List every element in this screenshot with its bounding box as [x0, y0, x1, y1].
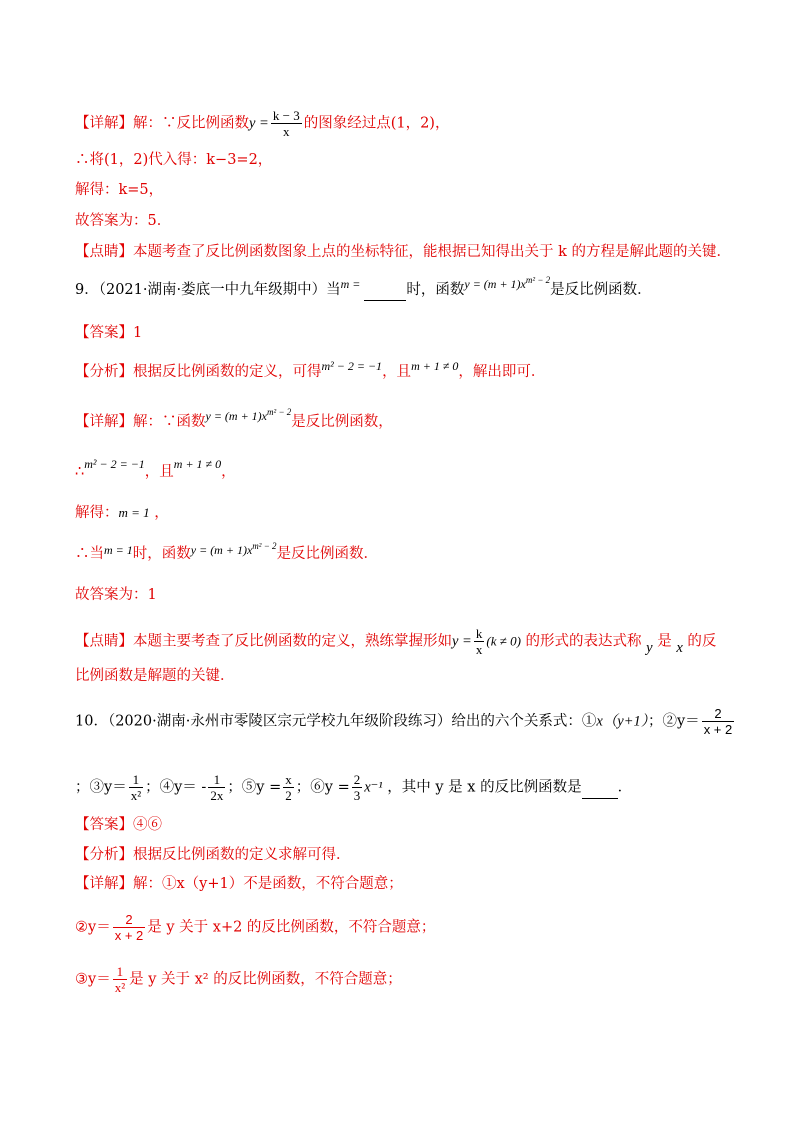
q10-detail1: 【详解】解：①x（y+1）不是函数，不符合题意； — [75, 876, 403, 892]
q10-answer-blank — [582, 778, 618, 799]
prev-step2: 解得：k=5， — [75, 182, 164, 198]
q9-comment-line2: 比例函数是解题的关键． — [75, 668, 235, 684]
q9-solve: 解得：m = 1 ， — [75, 505, 169, 521]
prev-detail-prefix: 【详解】解：∵反比例函数 — [75, 115, 249, 132]
q9-stem: 9．（2021·湖南·娄底一中九年级期中）当$^{m =}$ 时，函数$^{y = (m + 1)x^{m^2 - 2}}$是反比例函数． — [75, 280, 652, 301]
q9-source: （2021·湖南·娄底一中九年级期中）当 — [98, 282, 341, 298]
q10-detail3: ③y＝ $\frac{1}{\text{x²}}$ 是 y 关于 x² 的反比例函数，不符合题意； — [75, 964, 402, 995]
q9-detail: 【详解】解：∵函数$^{y = (m + 1)x^{m^2 - 2}}$是反比例函数， — [75, 407, 393, 430]
q10-stem-line2: ；③y＝ $\frac{1}{\text{x²}}$ ；④y＝ - $\frac{1}{2x}$ ；⑤y = $\frac{x}{2}$ ；⑥y = $\frac{2}{3}$ x⁻¹ ，其中 y 是 x 的反比例函数是 ． — [75, 772, 633, 803]
q9-conclusion: ∴当$^{m = 1}$时，函数$^{y = (m + 1)x^{m^2 - 2}}$是反比例函数． — [75, 541, 379, 562]
prev-answer: 故答案为：5． — [75, 213, 172, 229]
q9-final-answer: 故答案为：1 — [75, 587, 157, 603]
q9-comment-line1: 【点睛】本题主要考查了反比例函数的定义，熟练掌握形如y = $\frac{k}{x}$ (k ≠ 0) 的形式的表达式称 y 是 x 的反 — [75, 626, 717, 657]
q10-detail2: ②y＝ $\frac{2}{x + 2}$ 是 y 关于 x+2 的反比例函数，不符合题意； — [75, 912, 436, 943]
q10-stem-line1: 10．（2020·湖南·永州市零陵区宗元学校九年级阶段练习）给出的六个关系式：①x（y+1）；②y＝ $\frac{2}{x + 2}$ — [75, 706, 733, 737]
q9-analysis: 【分析】根据反比例函数的定义，可得$^{m^2 - 2 = -1}$，且$^{m + 1 \ne 0}$，解出即可． — [75, 359, 546, 380]
q9-answer: 【答案】1 — [75, 325, 143, 341]
q9-answer-blank — [364, 280, 406, 301]
q10-analysis: 【分析】根据反比例函数的定义求解可得． — [75, 847, 351, 863]
prev-step1: ∴将(1，2)代入得：k−3=2， — [75, 152, 273, 168]
prev-detail-fraction: $\frac{k - 3}{x}$ — [272, 108, 300, 139]
prev-detail-line: 【详解】解：∵反比例函数y = $\frac{k - 3}{x}$ 的图象经过点(1，2)， — [75, 108, 450, 139]
prev-comment: 【点睛】本题考查了反比例函数图象上点的坐标特征，能根据已知得出关于 k 的方程是解此题的关键． — [75, 244, 732, 260]
q9-number: 9． — [75, 282, 99, 298]
q9-function: y = (m + 1)xm² − 2 — [464, 275, 551, 291]
prev-detail-suffix: 的图象经过点(1，2)， — [303, 115, 450, 132]
q10-answer: 【答案】④⑥ — [75, 817, 162, 833]
q9-therefore: ∴$^{m^2 - 2 = -1}$，且$^{m + 1 \ne 0}$， — [75, 457, 236, 480]
